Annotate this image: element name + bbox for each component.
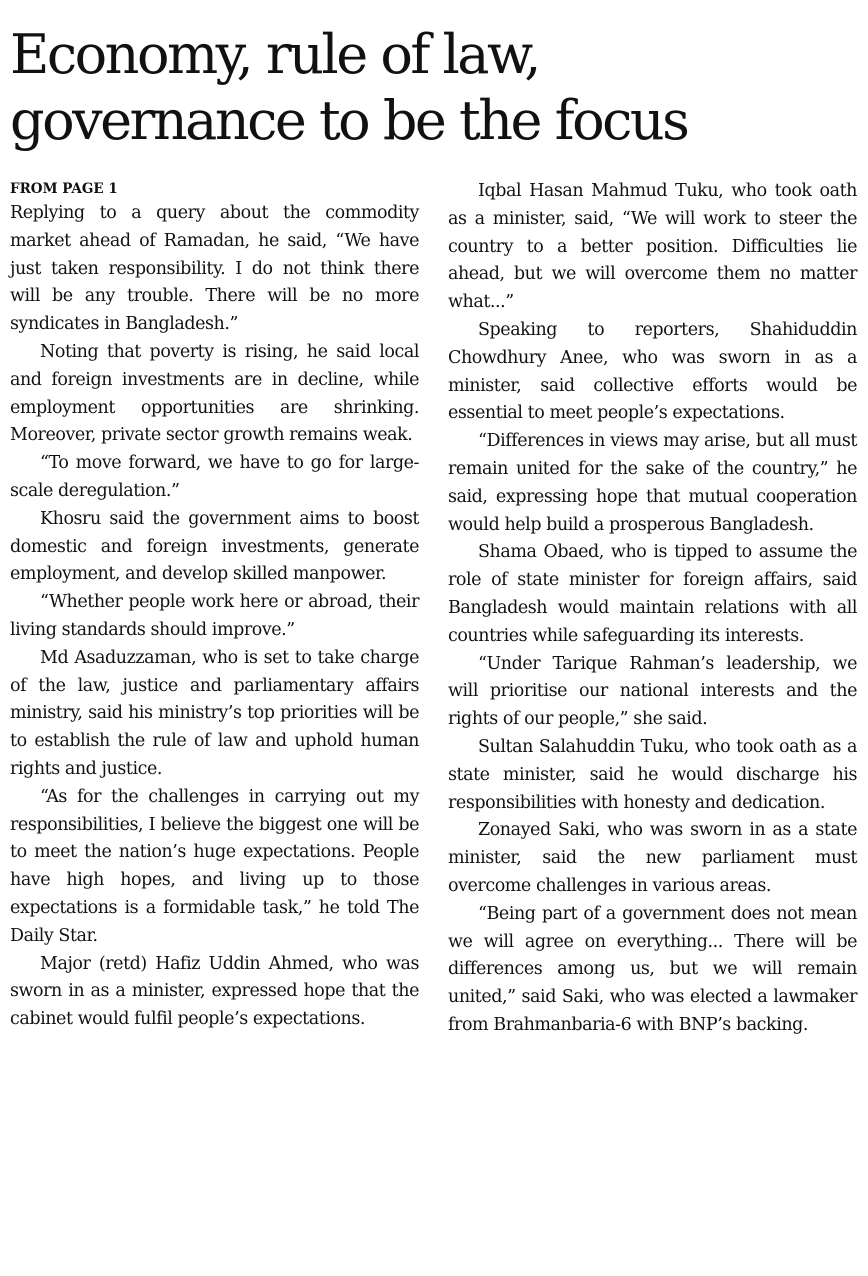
paragraph: Zonayed Saki, who was sworn in as a state minister, said the new parliament must overcome challenges in various areas. [448,820,857,896]
paragraph: “Being part of a government does not mean we will agree on everything... There will be differences among us, but we will remain united,” said Saki, who was elected a lawmaker from Brahmanbaria-6 with BNP’s backing. [448,903,857,1035]
paragraph: Khosru said the government aims to boost domestic and foreign investments, generate employment, and develop skilled manpower. [10,508,419,585]
paragraph: Shama Obaed, who is tipped to assume the role of state minister for foreign affairs, said Bangladesh would maintain relations with all countries while safeguarding its interests. [448,542,857,646]
paragraph: “Whether people work here or abroad, their living standards should improve.” [10,592,419,640]
headline [10,22,862,154]
paragraph: Iqbal Hasan Mahmud Tuku, who took oath as a minister, said, “We will work to steer the country to a better position. Difficulties lie ahead, but we will overcome them no matter what...” [448,181,857,313]
headline-line-1: Economy, rule of law, [10,23,539,86]
paragraph: Noting that poverty is rising, he said local and foreign investments are in decline, while employment opportunities are shrinking. Moreover, private sector growth remains weak. [10,341,419,446]
headline-line-2: governance to be the focus [10,89,688,152]
paragraph: Speaking to reporters, Shahiduddin Chowdhury Anee, who was sworn in as a minister, said collective efforts would be essential to meet people’s expectations. [448,319,857,424]
paragraph: “To move forward, we have to go for large-scale deregulation.” [10,453,419,501]
article-column-right [448,178,857,1040]
paragraph: Md Asaduzzaman, who is set to take charge of the law, justice and parliamentary affairs ministry, said his ministry’s top priorities will be to establish the rule of law and uphold human rights and justice. [10,647,419,779]
paragraph: “Under Tarique Rahman’s leadership, we will prioritise our national interests and the rights of our people,” she said. [448,653,857,730]
article-column-left [10,178,419,1034]
paragraph: Replying to a query about the commodity market ahead of Ramadan, he said, “We have just taken responsibility. I do not think there will be any trouble. There will be no more syndicates in Bangladesh.” [10,203,419,335]
paragraph: Sultan Salahuddin Tuku, who took oath as a state minister, said he would discharge his responsibilities with honesty and dedication. [448,736,857,813]
dateline: FROM PAGE 1 [10,181,118,197]
paragraph: “Differences in views may arise, but all must remain united for the sake of the country,” he said, expressing hope that mutual cooperation would help build a prosperous Bangladesh. [448,431,857,535]
paragraph: “As for the challenges in carrying out my responsibilities, I believe the biggest one will be to meet the nation’s huge expectations. People have high hopes, and living up to those expectations is a formidable task,” he told The Daily Star. [10,786,419,946]
paragraph: Major (retd) Hafiz Uddin Ahmed, who was sworn in as a minister, expressed hope that the cabinet would fulfil people’s expectations. [10,953,419,1030]
